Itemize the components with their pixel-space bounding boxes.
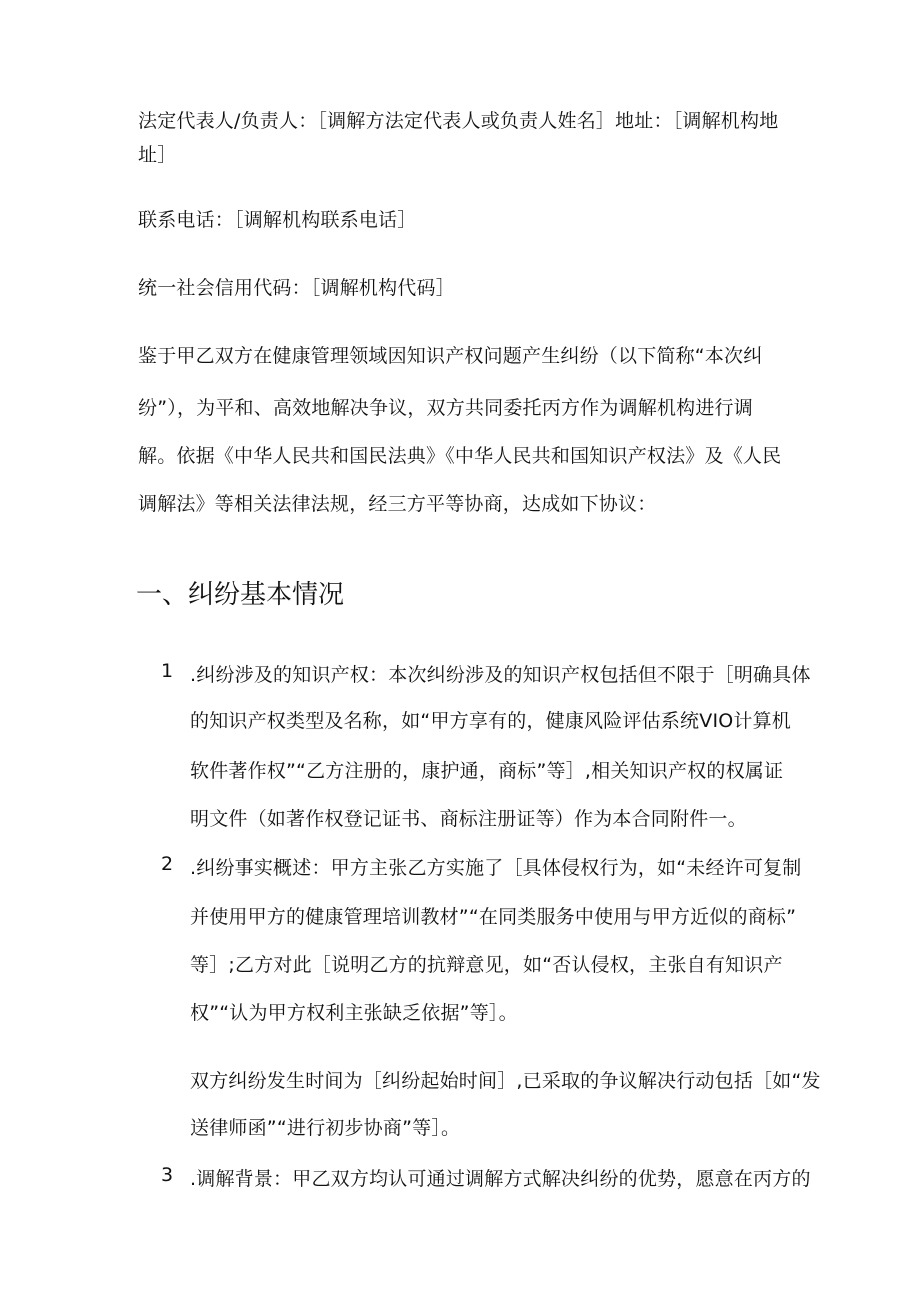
item-extra-line: 双方纠纷发生时间为［纠纷起始时间］,已采取的争议解决行动包括［如“发 [190,1070,821,1092]
item-extra-line: 送律师函”“进行初步协商”等］。 [190,1117,461,1139]
item-line: .纠纷事实概述：甲方主张乙方实施了［具体侵权行为，如“未经许可复制 [190,857,802,879]
item-line: 软件著作权”“乙方注册的，康护通，商标”等］,相关知识产权的权属证 [190,760,784,782]
credit-code: 统一社会信用代码：［调解机构代码］ [138,277,455,299]
preamble-line: 调解法》等相关法律法规，经三方平等协商，达成如下协议： [138,493,657,515]
item-line: .调解背景：甲乙双方均认可通过调解方式解决纠纷的优势，愿意在丙方的 [190,1168,811,1190]
item-line: 的知识产权类型及名称，如“甲方享有的，健康风险评估系统VIO计算机 [190,710,792,732]
representative-line-2: 址］ [138,144,177,166]
item-line: 并使用甲方的健康管理培训教材”“在同类服务中使用与甲方近似的商标” [190,906,797,928]
preamble-line: 纷”），为平和、高效地解决争议，双方共同委托丙方作为调解机构进行调 [138,397,753,419]
item-line: 明文件（如著作权登记证书、商标注册证等）作为本合同附件一。 [190,808,747,830]
representative-line-1: 法定代表人/负责人：［调解方法定代表人或负责人姓名］地址：［调解机构地 [138,110,779,132]
preamble-line: 鉴于甲乙双方在健康管理领域因知识产权问题产生纠纷（以下简称“本次纠 [138,345,763,367]
item-line: 等］;乙方对此［说明乙方的抗辩意见，如“否认侵权，主张自有知识产 [190,954,783,976]
item-line: 权”“认为甲方权利主张缺乏依据”等］。 [190,1002,518,1024]
item-number: 3 [161,1164,174,1186]
preamble-line: 解。依据《中华人民共和国民法典》《中华人民共和国知识产权法》及《人民 [138,445,782,467]
item-number: 2 [161,853,174,875]
item-line: .纠纷涉及的知识产权：本次纠纷涉及的知识产权包括但不限于［明确具体 [190,664,811,686]
section-heading: 一、纠纷基本情况 [136,580,345,610]
contact-phone: 联系电话：［调解机构联系电话］ [138,209,417,231]
item-number: 1 [161,660,174,682]
